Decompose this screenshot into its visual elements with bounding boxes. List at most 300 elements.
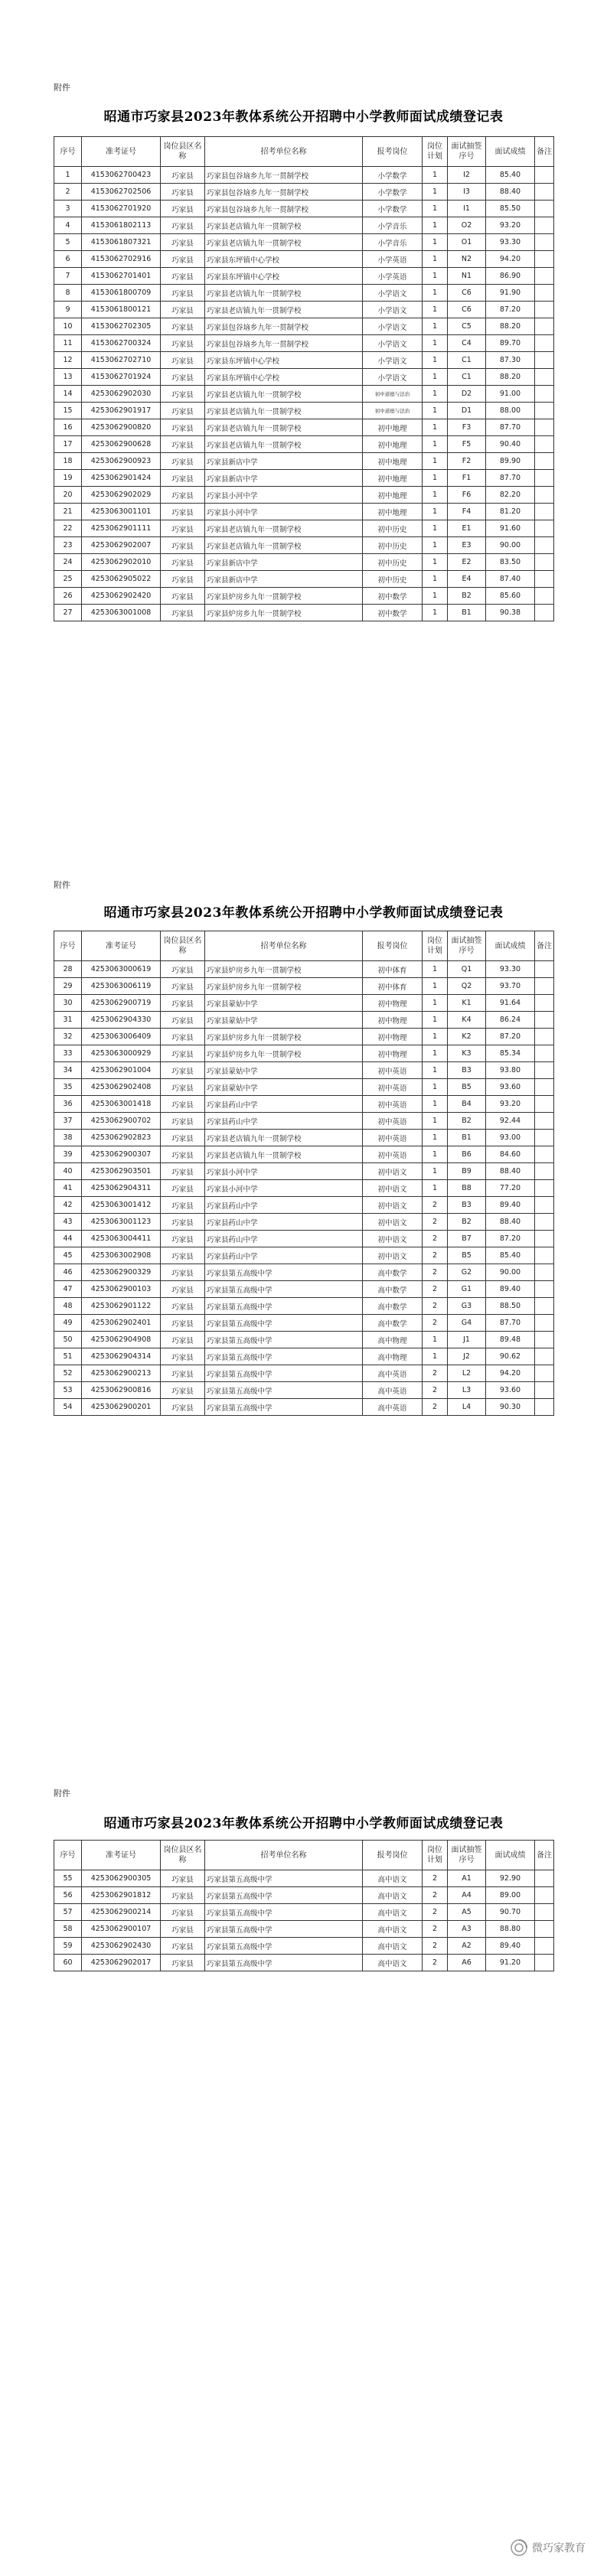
table-cell: 2 — [423, 1298, 448, 1315]
score-table — [54, 1840, 554, 1971]
table-cell: A1 — [448, 1870, 486, 1887]
column-header: 岗位计划 — [423, 1841, 448, 1870]
table-cell: 2 — [423, 1264, 448, 1281]
table-cell: 1 — [423, 537, 448, 554]
table-cell: 4253062902007 — [82, 537, 161, 554]
table-cell: 85.50 — [486, 201, 535, 217]
table-cell: 87.70 — [486, 419, 535, 436]
table-cell: 巧家县 — [161, 470, 205, 487]
table-row — [54, 1130, 554, 1146]
page-title: 昭通市巧家县2023年教体系统公开招聘中小学教师面试成绩登记表 — [103, 1816, 504, 1831]
table-cell: 巧家县药山中学 — [205, 1214, 363, 1231]
table-cell: 53 — [54, 1382, 82, 1399]
table-cell: 高中语文 — [363, 1938, 423, 1955]
table-cell: F1 — [448, 470, 486, 487]
table-row — [54, 268, 554, 285]
table-cell: 4153061800709 — [82, 285, 161, 302]
table-cell: C1 — [448, 369, 486, 386]
table-cell: B9 — [448, 1163, 486, 1180]
table-cell: 小学英语 — [363, 268, 423, 285]
table-row — [54, 1264, 554, 1281]
table-cell: 33 — [54, 1045, 82, 1062]
table-row — [54, 1096, 554, 1113]
table-row — [54, 1029, 554, 1045]
table-cell — [535, 1870, 554, 1887]
table-cell — [535, 1264, 554, 1281]
table-cell: 巧家县老店镇九年一贯制学校 — [205, 436, 363, 453]
table-cell: 巧家县第五高级中学 — [205, 1348, 363, 1365]
column-header: 面试成绩 — [486, 137, 535, 167]
table-cell: 巧家县 — [161, 1247, 205, 1264]
table-cell: 42 — [54, 1197, 82, 1214]
table-cell: 51 — [54, 1348, 82, 1365]
column-header: 准考证号 — [82, 931, 161, 961]
table-cell: E3 — [448, 537, 486, 554]
table-cell — [535, 1180, 554, 1197]
table-cell: 小学音乐 — [363, 234, 423, 251]
table-cell: 初中物理 — [363, 1045, 423, 1062]
table-cell: 巧家县第五高级中学 — [205, 1315, 363, 1332]
table-cell: 初中物理 — [363, 1012, 423, 1029]
table-cell: 巧家县 — [161, 1315, 205, 1332]
table-cell: 巧家县 — [161, 352, 205, 369]
table-cell — [535, 1955, 554, 1971]
table-cell: 4253062902010 — [82, 554, 161, 571]
table-cell: 初中地理 — [363, 470, 423, 487]
table-cell — [535, 369, 554, 386]
table-row — [54, 1938, 554, 1955]
table-cell — [535, 302, 554, 318]
table-cell: 16 — [54, 419, 82, 436]
table-row — [54, 1870, 554, 1887]
sheet-page-3 — [0, 1783, 607, 2242]
table-cell: 90.00 — [486, 1264, 535, 1281]
table-cell: 巧家县 — [161, 1904, 205, 1921]
table-row — [54, 453, 554, 470]
table-cell: A5 — [448, 1904, 486, 1921]
table-cell: 31 — [54, 1012, 82, 1029]
table-cell: 初中语文 — [363, 1180, 423, 1197]
table-cell: 43 — [54, 1214, 82, 1231]
table-cell — [535, 554, 554, 571]
table-cell: O1 — [448, 234, 486, 251]
table-cell — [535, 961, 554, 978]
table-cell: 小学数学 — [363, 201, 423, 217]
table-cell: D2 — [448, 386, 486, 403]
table-cell: 4253062900305 — [82, 1870, 161, 1887]
table-cell: 4253063000619 — [82, 961, 161, 978]
table-cell: 2 — [423, 1955, 448, 1971]
table-cell: 4253062900702 — [82, 1113, 161, 1130]
table-cell: D1 — [448, 403, 486, 419]
table-cell: 巧家县 — [161, 285, 205, 302]
table-cell — [535, 1281, 554, 1298]
table-cell — [535, 1113, 554, 1130]
table-cell: 1 — [423, 302, 448, 318]
table-row — [54, 386, 554, 403]
table-cell: 巧家县包谷垴乡九年一贯制学校 — [205, 167, 363, 184]
table-cell: 1 — [423, 1012, 448, 1029]
table-cell — [535, 335, 554, 352]
table-cell: 93.60 — [486, 1079, 535, 1096]
table-cell: 4253063001123 — [82, 1214, 161, 1231]
table-cell: 巧家县蒙姑中学 — [205, 1012, 363, 1029]
table-cell: 巧家县炉房乡九年一贯制学校 — [205, 588, 363, 605]
column-header: 准考证号 — [82, 137, 161, 167]
table-row — [54, 318, 554, 335]
table-cell: K2 — [448, 1029, 486, 1045]
table-cell: 1 — [423, 1079, 448, 1096]
table-cell: 4153062701401 — [82, 268, 161, 285]
table-cell: 高中语文 — [363, 1955, 423, 1971]
table-cell: 88.40 — [486, 1214, 535, 1231]
table-cell: F6 — [448, 487, 486, 504]
table-cell: I2 — [448, 167, 486, 184]
table-cell: 4253063006409 — [82, 1029, 161, 1045]
table-cell: 89.48 — [486, 1332, 535, 1348]
table-cell: 4253062902420 — [82, 588, 161, 605]
table-cell: 1 — [423, 571, 448, 588]
table-cell — [535, 995, 554, 1012]
table-cell — [535, 1231, 554, 1247]
attachment-label: 附件 — [54, 1789, 70, 1798]
table-cell: 30 — [54, 995, 82, 1012]
header-row — [54, 137, 554, 167]
table-cell — [535, 201, 554, 217]
table-cell — [535, 1904, 554, 1921]
table-row — [54, 1298, 554, 1315]
table-cell: 1 — [423, 369, 448, 386]
table-cell: 93.00 — [486, 1130, 535, 1146]
table-cell: 巧家县老店镇九年一贯制学校 — [205, 1130, 363, 1146]
table-cell: 初中英语 — [363, 1130, 423, 1146]
table-cell: 高中英语 — [363, 1399, 423, 1416]
table-row — [54, 419, 554, 436]
table-cell: 高中语文 — [363, 1870, 423, 1887]
table-cell: 87.70 — [486, 1315, 535, 1332]
table-cell: 4253062900719 — [82, 995, 161, 1012]
column-header: 序号 — [54, 137, 82, 167]
table-cell: F4 — [448, 504, 486, 520]
table-cell: 1 — [423, 184, 448, 201]
table-cell — [535, 1399, 554, 1416]
table-cell: 巧家县第五高级中学 — [205, 1921, 363, 1938]
table-cell: 77.20 — [486, 1180, 535, 1197]
table-cell: 13 — [54, 369, 82, 386]
table-cell: 高中数学 — [363, 1264, 423, 1281]
table-cell: 巧家县小河中学 — [205, 1163, 363, 1180]
table-cell: 巧家县包谷垴乡九年一贯制学校 — [205, 335, 363, 352]
table-cell: 89.70 — [486, 335, 535, 352]
table-cell: 87.30 — [486, 352, 535, 369]
table-cell: 巧家县 — [161, 1365, 205, 1382]
table-cell: L4 — [448, 1399, 486, 1416]
table-cell: 93.20 — [486, 217, 535, 234]
table-cell: 4 — [54, 217, 82, 234]
table-cell: 1 — [423, 470, 448, 487]
header-row — [54, 931, 554, 961]
table-cell: 87.40 — [486, 571, 535, 588]
table-cell: 23 — [54, 537, 82, 554]
table-cell: 2 — [423, 1382, 448, 1399]
table-cell: 小学语文 — [363, 318, 423, 335]
table-cell: 90.00 — [486, 537, 535, 554]
table-cell: 高中语文 — [363, 1904, 423, 1921]
table-cell: 88.40 — [486, 184, 535, 201]
table-cell: 巧家县炉房乡九年一贯制学校 — [205, 605, 363, 621]
table-cell: 18 — [54, 453, 82, 470]
table-row — [54, 487, 554, 504]
table-cell: 87.20 — [486, 1029, 535, 1045]
table-row — [54, 1921, 554, 1938]
table-row — [54, 1180, 554, 1197]
table-cell — [535, 1163, 554, 1180]
table-row — [54, 1079, 554, 1096]
table-row — [54, 1062, 554, 1079]
table-cell: 巧家县第五高级中学 — [205, 1904, 363, 1921]
table-cell: 巧家县炉房乡九年一贯制学校 — [205, 1029, 363, 1045]
table-cell: 小学语文 — [363, 302, 423, 318]
table-cell: 巧家县 — [161, 605, 205, 621]
table-cell: L3 — [448, 1382, 486, 1399]
table-cell: 小学语文 — [363, 369, 423, 386]
table-cell: 巧家县 — [161, 453, 205, 470]
table-row — [54, 184, 554, 201]
table-cell: 4253063001008 — [82, 605, 161, 621]
table-cell: 92.90 — [486, 1870, 535, 1887]
table-cell: 4253062901917 — [82, 403, 161, 419]
table-cell — [535, 605, 554, 621]
table-cell: 初中道德与法治 — [363, 386, 423, 403]
table-cell: 4253062903501 — [82, 1163, 161, 1180]
table-cell: 巧家县蒙姑中学 — [205, 1079, 363, 1096]
table-cell: 12 — [54, 352, 82, 369]
table-cell: 巧家县药山中学 — [205, 1113, 363, 1130]
table-cell: Q1 — [448, 961, 486, 978]
table-cell: 初中物理 — [363, 995, 423, 1012]
table-cell: 85.40 — [486, 1247, 535, 1264]
table-cell: I3 — [448, 184, 486, 201]
table-cell: 巧家县 — [161, 588, 205, 605]
table-cell: 1 — [423, 1062, 448, 1079]
table-cell: 4253062900820 — [82, 419, 161, 436]
table-cell: 高中英语 — [363, 1382, 423, 1399]
table-cell: 小学语文 — [363, 285, 423, 302]
table-cell: 28 — [54, 961, 82, 978]
table-cell — [535, 1365, 554, 1382]
table-cell — [535, 1214, 554, 1231]
table-cell: 1 — [423, 419, 448, 436]
table-cell: 巧家县 — [161, 1197, 205, 1214]
table-cell: 高中数学 — [363, 1298, 423, 1315]
table-cell: B5 — [448, 1247, 486, 1264]
table-cell: 初中数学 — [363, 588, 423, 605]
table-cell: 4253062900103 — [82, 1281, 161, 1298]
table-cell — [535, 285, 554, 302]
table-cell: 8 — [54, 285, 82, 302]
table-cell: 巧家县 — [161, 1214, 205, 1231]
table-cell: F3 — [448, 419, 486, 436]
table-cell: 57 — [54, 1904, 82, 1921]
table-cell: 巧家县 — [161, 1887, 205, 1904]
table-cell: B2 — [448, 1214, 486, 1231]
table-cell: 4153062701924 — [82, 369, 161, 386]
table-cell: 84.60 — [486, 1146, 535, 1163]
table-cell: 2 — [423, 1281, 448, 1298]
attachment-label: 附件 — [54, 83, 70, 93]
table-cell: 巧家县小河中学 — [205, 487, 363, 504]
table-cell: 4253062904330 — [82, 1012, 161, 1029]
table-cell: 1 — [423, 1348, 448, 1365]
table-row — [54, 1365, 554, 1382]
table-cell: 55 — [54, 1870, 82, 1887]
table-cell: 1 — [423, 201, 448, 217]
table-cell: 巧家县第五高级中学 — [205, 1955, 363, 1971]
table-cell: 巧家县 — [161, 1096, 205, 1113]
table-cell: 3 — [54, 201, 82, 217]
table-cell: 40 — [54, 1163, 82, 1180]
table-cell: 1 — [423, 352, 448, 369]
column-header: 面试成绩 — [486, 1841, 535, 1870]
table-row — [54, 1045, 554, 1062]
table-cell: 4253062902823 — [82, 1130, 161, 1146]
table-row — [54, 1382, 554, 1399]
table-cell: 巧家县东坪镇中心学校 — [205, 369, 363, 386]
table-row — [54, 504, 554, 520]
table-cell: 巧家县老店镇九年一贯制学校 — [205, 403, 363, 419]
column-header: 序号 — [54, 931, 82, 961]
table-cell — [535, 386, 554, 403]
table-cell: 1 — [423, 217, 448, 234]
table-cell: 24 — [54, 554, 82, 571]
table-cell: G1 — [448, 1281, 486, 1298]
table-row — [54, 1247, 554, 1264]
table-cell: 巧家县 — [161, 369, 205, 386]
table-cell — [535, 1298, 554, 1315]
table-cell: 50 — [54, 1332, 82, 1348]
table-row — [54, 1904, 554, 1921]
table-cell: 巧家县药山中学 — [205, 1096, 363, 1113]
table-cell: 初中语文 — [363, 1214, 423, 1231]
table-cell: 巧家县第五高级中学 — [205, 1870, 363, 1887]
table-cell: 高中物理 — [363, 1348, 423, 1365]
table-cell: 巧家县 — [161, 201, 205, 217]
table-cell — [535, 1130, 554, 1146]
table-cell: 1 — [423, 436, 448, 453]
table-cell: 2 — [423, 1870, 448, 1887]
table-cell: 4253062902408 — [82, 1079, 161, 1096]
table-row — [54, 995, 554, 1012]
table-cell: A2 — [448, 1938, 486, 1955]
table-cell: 初中语文 — [363, 1231, 423, 1247]
table-cell: 4153062702506 — [82, 184, 161, 201]
table-cell: 巧家县包谷垴乡九年一贯制学校 — [205, 201, 363, 217]
table-cell: 巧家县新店中学 — [205, 571, 363, 588]
table-cell: 93.30 — [486, 961, 535, 978]
table-cell: 36 — [54, 1096, 82, 1113]
table-cell: B8 — [448, 1180, 486, 1197]
table-cell: 1 — [423, 251, 448, 268]
table-row — [54, 571, 554, 588]
table-cell: 巧家县 — [161, 1332, 205, 1348]
table-cell: G3 — [448, 1298, 486, 1315]
table-cell — [535, 1197, 554, 1214]
table-cell: 巧家县 — [161, 537, 205, 554]
table-cell: 巧家县 — [161, 487, 205, 504]
table-cell: 巧家县 — [161, 1955, 205, 1971]
table-cell: 82.20 — [486, 487, 535, 504]
table-cell: 巧家县 — [161, 1146, 205, 1163]
attachment-label: 附件 — [54, 880, 70, 890]
table-cell: 1 — [423, 234, 448, 251]
table-cell: 4253062904311 — [82, 1180, 161, 1197]
table-cell: 巧家县老店镇九年一贯制学校 — [205, 302, 363, 318]
table-cell: E4 — [448, 571, 486, 588]
watermark-text: 微巧家教育 — [532, 2542, 586, 2555]
table-cell: 巧家县小河中学 — [205, 1180, 363, 1197]
table-cell: 巧家县小河中学 — [205, 504, 363, 520]
table-row — [54, 1348, 554, 1365]
table-cell: B1 — [448, 1130, 486, 1146]
table-cell: 90.70 — [486, 1904, 535, 1921]
table-cell: C1 — [448, 352, 486, 369]
wechat-official-account-icon — [511, 2539, 527, 2556]
table-cell: 巧家县第五高级中学 — [205, 1887, 363, 1904]
table-cell: 巧家县 — [161, 302, 205, 318]
table-row — [54, 470, 554, 487]
table-cell: 87.70 — [486, 470, 535, 487]
table-cell: E2 — [448, 554, 486, 571]
table-cell: 91.20 — [486, 1955, 535, 1971]
table-cell: 56 — [54, 1887, 82, 1904]
sheet-page-2 — [0, 872, 607, 1668]
table-cell: 巧家县 — [161, 1231, 205, 1247]
table-cell: 81.20 — [486, 504, 535, 520]
table-cell: 小学语文 — [363, 335, 423, 352]
table-cell: 巧家县老店镇九年一贯制学校 — [205, 234, 363, 251]
table-cell: 初中历史 — [363, 554, 423, 571]
table-row — [54, 588, 554, 605]
table-cell: 85.60 — [486, 588, 535, 605]
table-cell: 4253063006119 — [82, 978, 161, 995]
table-cell: 巧家县 — [161, 1180, 205, 1197]
table-cell: 90.30 — [486, 1399, 535, 1416]
table-cell: J1 — [448, 1332, 486, 1348]
table-cell: 93.80 — [486, 1062, 535, 1079]
table-row — [54, 1197, 554, 1214]
table-cell: 48 — [54, 1298, 82, 1315]
table-row — [54, 369, 554, 386]
column-header: 岗位计划 — [423, 137, 448, 167]
table-cell: 4253062904314 — [82, 1348, 161, 1365]
table-cell: 35 — [54, 1079, 82, 1096]
table-cell: 巧家县老店镇九年一贯制学校 — [205, 537, 363, 554]
table-cell: 1 — [423, 995, 448, 1012]
table-cell: 89.00 — [486, 1887, 535, 1904]
table-cell: 1 — [423, 520, 448, 537]
table-cell: 巧家县老店镇九年一贯制学校 — [205, 520, 363, 537]
table-cell: 45 — [54, 1247, 82, 1264]
table-cell — [535, 1146, 554, 1163]
table-cell: 巧家县 — [161, 1870, 205, 1887]
table-cell: 巧家县东坪镇中心学校 — [205, 268, 363, 285]
table-cell: 4253062901424 — [82, 470, 161, 487]
table-cell: 4253062900329 — [82, 1264, 161, 1281]
table-cell — [535, 537, 554, 554]
table-cell — [535, 1062, 554, 1079]
table-cell: 巧家县 — [161, 1079, 205, 1096]
table-cell: 9 — [54, 302, 82, 318]
